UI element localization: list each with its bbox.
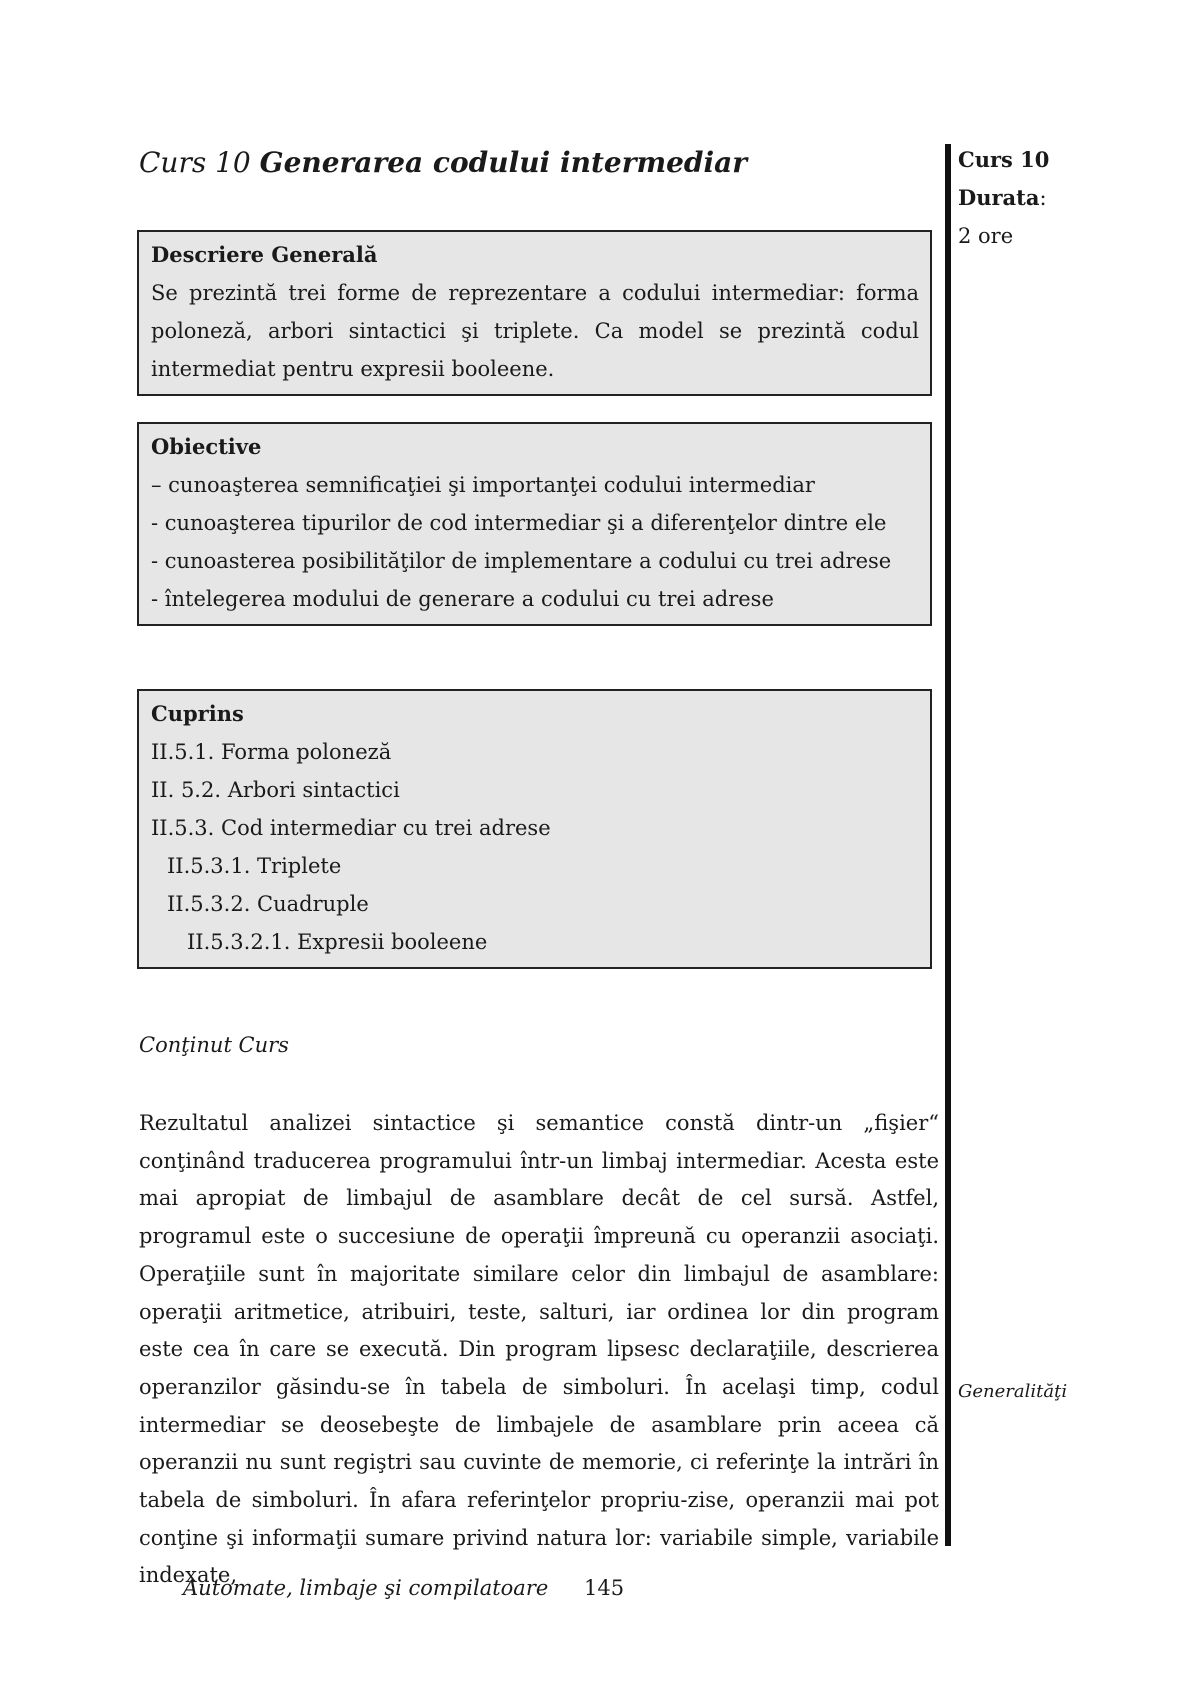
sidebar-duration-label: Durata: — [958, 185, 1047, 210]
contents-heading: Cuprins — [151, 701, 244, 726]
objective-item: – cunoaşterea semnificaţiei şi importanţei codului intermediar — [151, 473, 815, 497]
contents-item: II.5.3.2. Cuadruple — [167, 892, 369, 916]
contents-item: II.5.3.2.1. Expresii booleene — [187, 930, 488, 954]
contents-item: II.5.1. Forma poloneză — [151, 740, 392, 764]
course-number: Curs 10 — [139, 146, 251, 179]
objective-item: - cunoaşterea tipurilor de cod intermediar şi a diferenţelor dintre ele — [151, 511, 887, 535]
footer-page-number: 145 — [584, 1576, 625, 1600]
objectives-heading: Obiective — [151, 434, 262, 459]
description-heading: Descriere Generală — [151, 242, 378, 267]
content-section-label: Conţinut Curs — [139, 1033, 289, 1057]
contents-item: II. 5.2. Arbori sintactici — [151, 778, 400, 802]
page-title — [139, 146, 747, 179]
sidebar-duration-value: 2 ore — [958, 224, 1014, 248]
objectives-box — [137, 422, 932, 626]
objective-item: - întelegerea modului de generare a codului cu trei adrese — [151, 587, 774, 611]
description-text: Se prezintă trei forme de reprezentare a codului intermediar: forma poloneză, arbori sintactici şi triplete. Ca model se prezintă codul intermediat pentru expresii booleene. — [151, 281, 919, 381]
sidebar-course-number: Curs 10 — [958, 147, 1050, 172]
objective-item: - cunoasterea posibilităţilor de implementare a codului cu trei adrese — [151, 549, 892, 573]
contents-item: II.5.3. Cod intermediar cu trei adrese — [151, 816, 551, 840]
footer-book-title: Automate, limbaje şi compilatoare — [183, 1576, 549, 1600]
sidebar-course — [958, 141, 1049, 255]
body-paragraph: Rezultatul analizei sintactice şi semantice constă dintr-un „fişier“ conţinând traducerea programului într-un limbaj intermediar. Acesta este mai apropiat de limbajul de asamblare decât de cel sursă. Astfel, programul este o succesiune de operaţii împreună cu operanzii asociaţi. Operaţiile sunt în majoritate similare celor din limbajul de asamblare: operaţii aritmetice, atribuiri, teste, salturi, iar ordinea lor din program este cea în care se execută. Din program lipsesc declaraţiile, descrierea operanzilor găsindu-se în tabela de simboluri. În acelaşi timp, codul intermediar se deosebeşte de limbajele de asamblare prin aceea că operanzii nu sunt regiştri sau cuvinte de memorie, ci referinţe la intrări în tabela de simboluri. În afara referinţelor propriu-zise, operanzii mai pot conţine şi informaţii sumare privind natura lor: variabile simple, variabile indexate, — [139, 1111, 939, 1588]
description-box — [137, 230, 932, 396]
margin-rule — [945, 144, 951, 1546]
course-title: Generarea codului intermediar — [259, 146, 747, 179]
contents-item: II.5.3.1. Triplete — [167, 854, 342, 878]
contents-box — [137, 689, 932, 969]
sidebar-margin-note: Generalităţi — [958, 1381, 1068, 1402]
